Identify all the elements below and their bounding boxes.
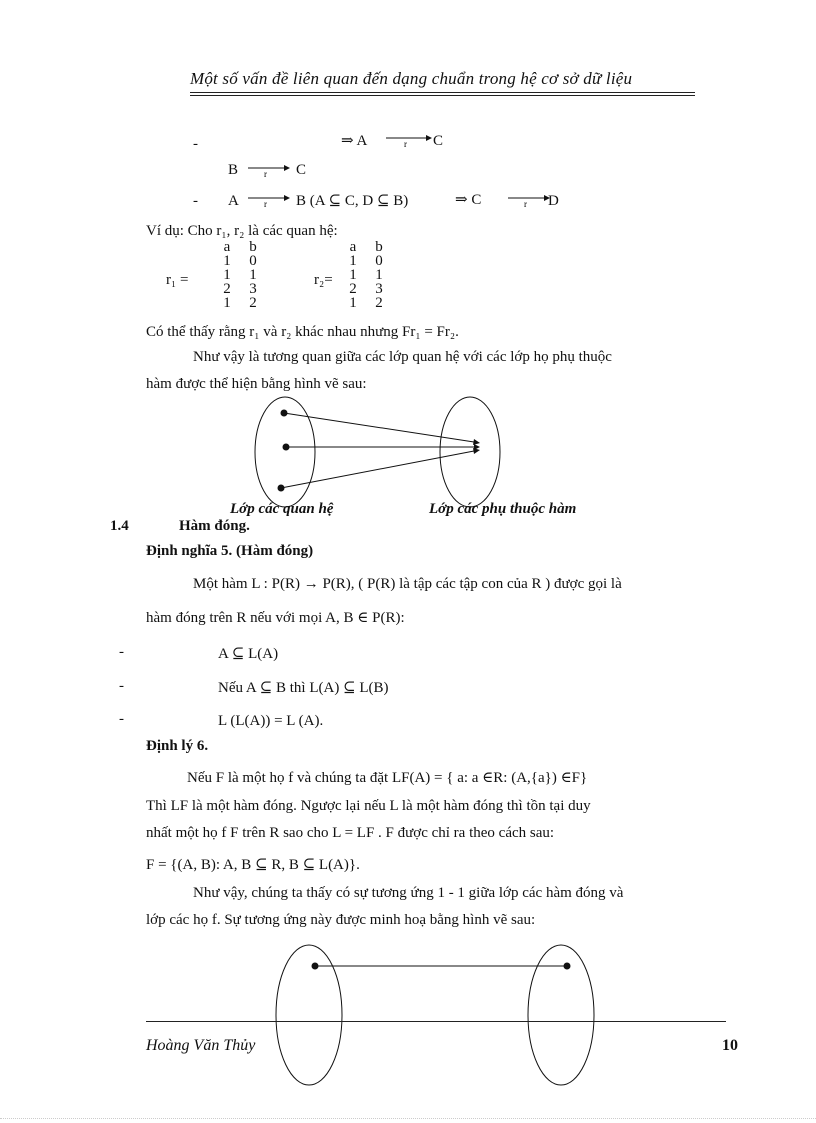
condition-bullet: - [119, 678, 124, 694]
rule2-C: C [296, 162, 307, 178]
rule3-B: B (A ⊆ C, D ⊆ B) [296, 193, 409, 209]
arrow-r-3 [246, 192, 296, 208]
rule2-B: B [228, 162, 239, 178]
arrow-label: r [264, 169, 267, 179]
r2-table: a b 1 0 1 1 2 3 1 2 [349, 239, 383, 311]
arrow-label: r [264, 199, 267, 209]
header-rule [190, 92, 695, 96]
theorem-line6: lớp các họ f. Sự tương ứng này được minh hoạ bằng hình vẽ sau: [146, 912, 536, 928]
paragraph1-line1: Như vậy là tương quan giữa các lớp quan hệ với các lớp họ phụ thuộc [193, 349, 612, 365]
arrow-r-2 [246, 162, 296, 178]
mapping-arrow [284, 413, 474, 442]
example-conclusion: Có thể thấy rằng r₁ và r₂ khác nhau nhưng Fr₁ = Fr₂. [146, 324, 459, 340]
condition-1: A ⊆ L(A) [218, 646, 279, 662]
rule3-D: D [548, 193, 559, 209]
header-title: Một số vấn đề liên quan đến dạng chuẩn trong hệ cơ sở dữ liệu [190, 69, 633, 88]
theorem-line5: Như vậy, chúng ta thấy có sự tương ứng 1 - 1 giữa lớp các hàm đóng và [193, 885, 624, 901]
section-number: 1.4 [110, 518, 129, 534]
r1-table: a b 1 0 1 1 2 3 1 2 [223, 239, 257, 311]
rule1-implies: ⇒ A [341, 133, 368, 149]
theorem-line2: Thì LF là một hàm đóng. Ngược lại nếu L là một hàm đóng thì tồn tại duy [146, 798, 591, 814]
arrow-label: r [524, 199, 527, 209]
theorem-title: Định lý 6. [146, 738, 209, 754]
page-bottom-border [0, 1118, 816, 1119]
relations-fd-diagram [250, 395, 550, 515]
r2-label: r₂= [314, 272, 333, 288]
theorem-line4: F = {(A, B): A, B ⊆ R, B ⊆ L(A)}. [146, 857, 360, 873]
mapping-arrowhead [473, 448, 480, 454]
closure-fd-diagram [270, 942, 610, 1092]
rule3-implies: ⇒ C [455, 192, 482, 208]
rule1-C: C [433, 133, 444, 149]
condition-3: L (L(A)) = L (A). [218, 713, 324, 729]
arrow-r-1 [384, 132, 434, 148]
footer-author: Hoàng Văn Thủy [146, 1037, 256, 1054]
definition-title: Định nghĩa 5. (Hàm đóng) [146, 543, 314, 559]
example-intro: Ví dụ: Cho r₁, r₂ là các quan hệ: [146, 223, 338, 239]
definition-line2: hàm đóng trên R nếu với mọi A, B ∈ P(R): [146, 610, 405, 626]
rule-dash-1: - [193, 136, 198, 152]
fds-caption: Lớp các phụ thuộc hàm [429, 501, 577, 517]
condition-bullet: - [119, 711, 124, 727]
rule3-A: A [228, 193, 239, 209]
theorem-line1: Nếu F là một họ f và chúng ta đặt LF(A) = { a: a ∈R: (A,{a}) ∈F} [187, 770, 588, 786]
theorem-line3: nhất một họ f F trên R sao cho L = LF . F được chỉ ra theo cách sau: [146, 825, 555, 841]
section-title: Hàm đóng. [179, 518, 250, 534]
footer-rule [146, 1021, 726, 1022]
condition-bullet: - [119, 644, 124, 660]
r1-label: r₁ = [166, 272, 189, 288]
rule-dash-3: - [193, 193, 198, 209]
condition-2: Nếu A ⊆ B thì L(A) ⊆ L(B) [218, 680, 389, 696]
arrow-label: r [404, 139, 407, 149]
definition-line1: Một hàm L : P(R) → P(R), ( P(R) là tập các tập con của R ) được gọi là [193, 576, 622, 592]
page-number: 10 [722, 1037, 738, 1054]
paragraph1-line2: hàm được thể hiện bằng hình vẽ sau: [146, 376, 367, 392]
relations-caption: Lớp các quan hệ [230, 501, 334, 517]
